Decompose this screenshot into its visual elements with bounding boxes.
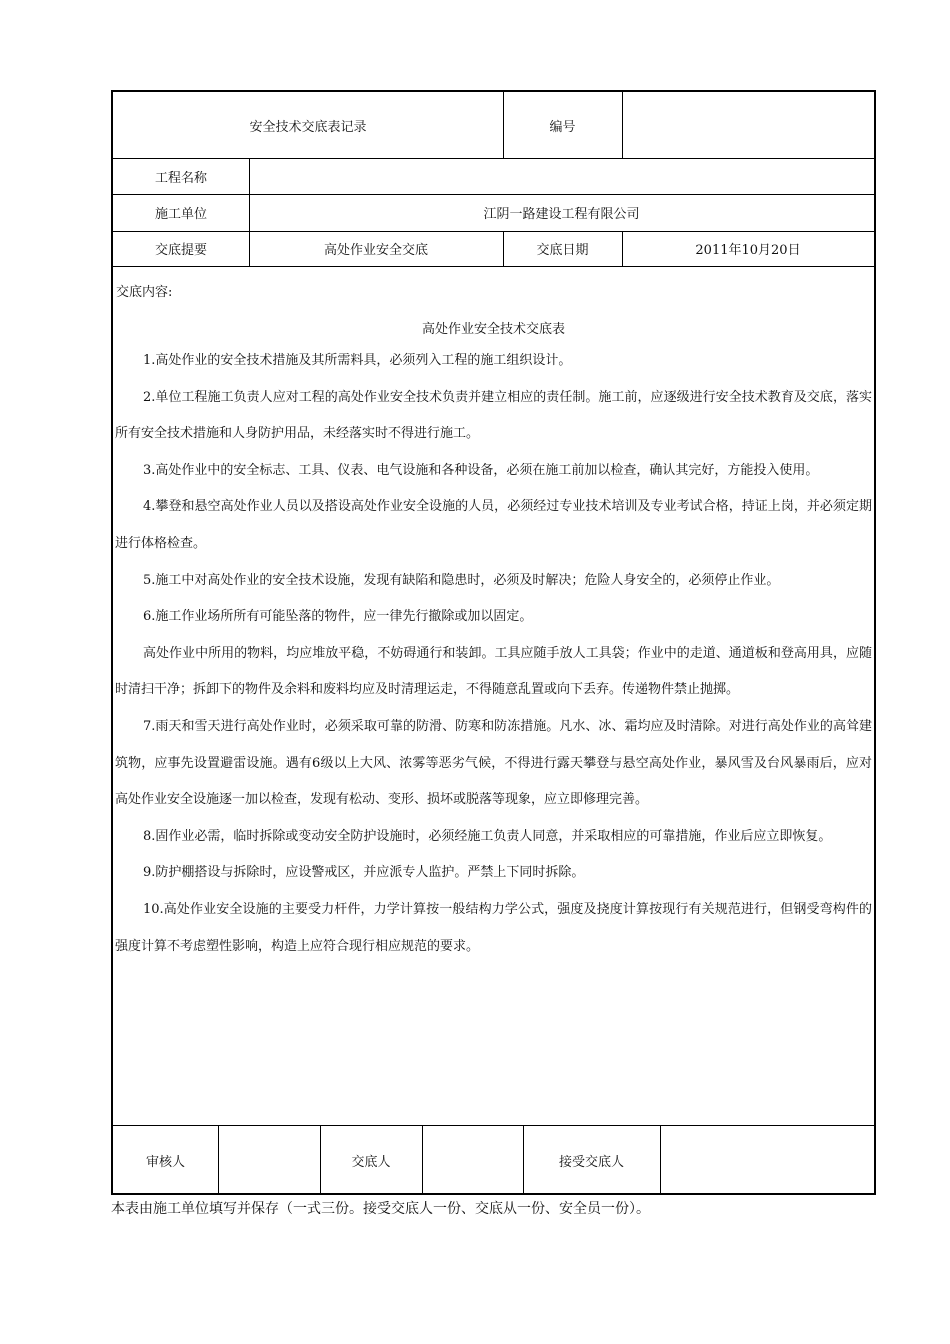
- disclosure-form-table: [111, 90, 876, 1195]
- construction-unit-value: 江阴一路建设工程有限公司: [483, 207, 640, 222]
- content-title: 高处作业安全技术交底表: [421, 322, 565, 337]
- content-paragraph: 8.固作业必需，临时拆除或变动安全防护设施时，必须经施工负责人同意，并采取相应的可靠措施，作业后应立即恢复。: [143, 828, 832, 844]
- receiver-signature-field[interactable]: [660, 1125, 874, 1195]
- form-title: 安全技术交底表记录: [249, 119, 367, 135]
- summary-label: 交底提要: [154, 243, 207, 258]
- reviewer-label: 审核人: [145, 1154, 185, 1170]
- content-paragraph: 10.高处作业安全设施的主要受力杆件，力学计算按一般结构力学公式，强度及挠度计算按现行有关规范进行，但钢受弯构件的强度计算不考虑塑性影响，构造上应符合现行相应规范的要求。: [115, 901, 872, 954]
- content-paragraph: 4.攀登和悬空高处作业人员以及搭设高处作业安全设施的人员，必须经过专业技术培训及专业考试合格，持证上岗，并必须定期进行体格检查。: [115, 499, 872, 551]
- content-paragraph: 2.单位工程施工负责人应对工程的高处作业安全技术负责并建立相应的责任制。施工前，应逐级进行安全技术教育及交底，落实所有安全技术措施和人身防护用品，未经落实时不得进行施工。: [115, 389, 872, 442]
- date-label: 交底日期: [536, 243, 589, 258]
- discloser-label: 交底人: [351, 1154, 391, 1170]
- date-value: 2011年10月20日: [695, 243, 801, 258]
- summary-value: 高处作业安全交底: [323, 243, 428, 258]
- content-label: 交底内容:: [116, 285, 173, 300]
- receiver-label: 接受交底人: [558, 1154, 624, 1170]
- content-paragraph: 3.高处作业中的安全标志、工具、仪表、电气设施和各种设备，必须在施工前加以检查，确认其完好，方能投入使用。: [143, 462, 819, 478]
- project-name-label: 工程名称: [154, 170, 207, 186]
- construction-unit-label: 施工单位: [154, 207, 207, 222]
- content-paragraph: 高处作业中所用的物料，均应堆放平稳，不妨碍通行和装卸。工具应随手放人工具袋；作业中的走道、通道板和登高用具，应随时清扫干净；拆卸下的物件及余料和废料均应及时清理运走，不得随意乱置或向下丢弃。传递物件禁止抛掷。: [115, 645, 872, 698]
- content-paragraph: 1.高处作业的安全技术措施及其所需料具，必须列入工程的施工组织设计。: [143, 353, 572, 368]
- project-name-field[interactable]: [249, 158, 874, 194]
- content-paragraph: 5.施工中对高处作业的安全技术设施，发现有缺陷和隐患时，必须及时解决；危险人身安全的，必须停止作业。: [143, 572, 780, 588]
- number-label: 编号: [549, 119, 576, 135]
- reviewer-signature-field[interactable]: [218, 1125, 320, 1195]
- content-paragraph: 7.雨天和雪天进行高处作业时，必须采取可靠的防滑、防寒和防冻措施。凡水、冰、霜均应及时清除。对进行高处作业的高耸建筑物，应事先设置避雷设施。遇有6级以上大风、浓雾等恶劣气候，不得进行露天攀登与悬空高处作业，暴风雪及台风暴雨后，应对高处作业安全设施逐一加以检查，发现有松动、变形、损坏或脱落等现象，应立即修理完善。: [115, 718, 872, 808]
- content-paragraph: 6.施工作业场所所有可能坠落的物件，应一律先行撤除或加以固定。: [143, 609, 533, 625]
- content-paragraphs: [115, 343, 872, 965]
- footer-note: 本表由施工单位填写并保存（一式三份。接受交底人一份、交底从一份、安全员一份）。: [111, 1201, 650, 1217]
- number-field[interactable]: [622, 92, 874, 158]
- discloser-signature-field[interactable]: [422, 1125, 523, 1195]
- content-paragraph: 9.防护棚搭设与拆除时，应设警戒区，并应派专人监护。严禁上下同时拆除。: [143, 865, 585, 881]
- disclosure-content: [113, 267, 874, 1125]
